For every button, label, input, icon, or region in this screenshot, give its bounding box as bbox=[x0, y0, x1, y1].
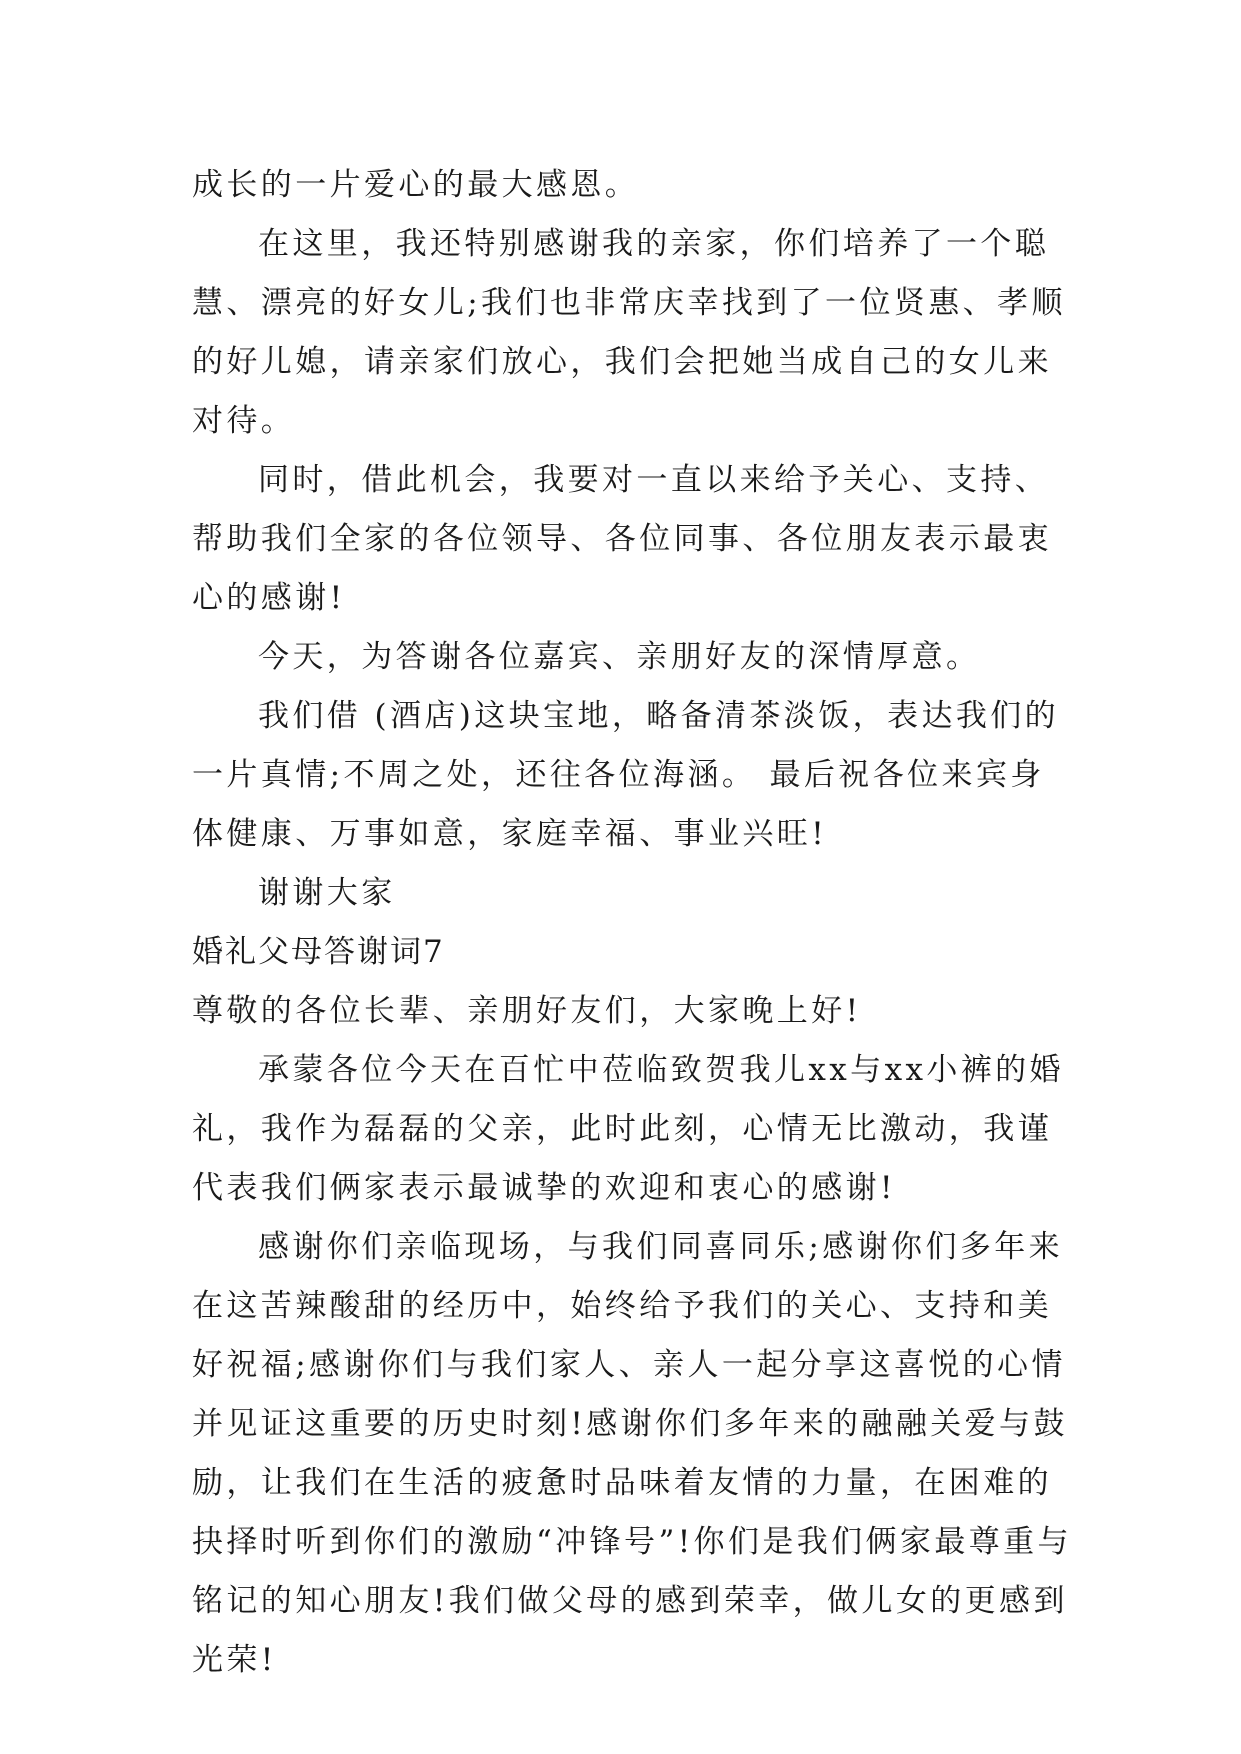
paragraph: 我们借 (酒店)这块宝地，略备清茶淡饭，表达我们的一片真情;不周之处，还往各位海涵。 最后祝各位来宾身体健康、万事如意，家庭幸福、事业兴旺! bbox=[192, 698, 1060, 852]
paragraph: 成长的一片爱心的最大感恩。 bbox=[192, 167, 640, 203]
paragraph: 感谢你们亲临现场，与我们同喜同乐;感谢你们多年来在这苦辣酸甜的经历中，始终给予我们的关心、支持和美好祝福;感谢你们与我们家人、亲人一起分享这喜悦的心情并见证这重要的历史时刻!感谢你们多年来的融融关爱与鼓励，让我们在生活的疲惫时品味着友情的力量，在困难的抉择时听到你们的激励“冲锋号”!你们是我们俩家最尊重与铭记的知心朋友!我们做父母的感到荣幸，做儿女的更感到光荣! bbox=[192, 1229, 1072, 1678]
paragraph: 谢谢大家 bbox=[258, 875, 396, 911]
section-heading: 婚礼父母答谢词7 bbox=[192, 934, 445, 970]
paragraph: 同时，借此机会，我要对一直以来给予关心、支持、帮助我们全家的各位领导、各位同事、各位朋友表示最衷心的感谢! bbox=[192, 462, 1052, 616]
paragraph: 在这里，我还特别感谢我的亲家，你们培养了一个聪慧、漂亮的好女儿;我们也非常庆幸找到了一位贤惠、孝顺的好儿媳，请亲家们放心，我们会把她当成自己的女儿来对待。 bbox=[192, 226, 1066, 439]
paragraph: 尊敬的各位长辈、亲朋好友们，大家晚上好! bbox=[192, 993, 862, 1029]
paragraph: 今天，为答谢各位嘉宾、亲朋好友的深情厚意。 bbox=[258, 639, 981, 675]
document-body bbox=[192, 156, 1072, 1690]
paragraph: 承蒙各位今天在百忙中莅临致贺我儿xx与xx小裤的婚礼，我作为磊磊的父亲，此时此刻，心情无比激动，我谨代表我们俩家表示最诚挚的欢迎和衷心的感谢! bbox=[192, 1052, 1064, 1206]
